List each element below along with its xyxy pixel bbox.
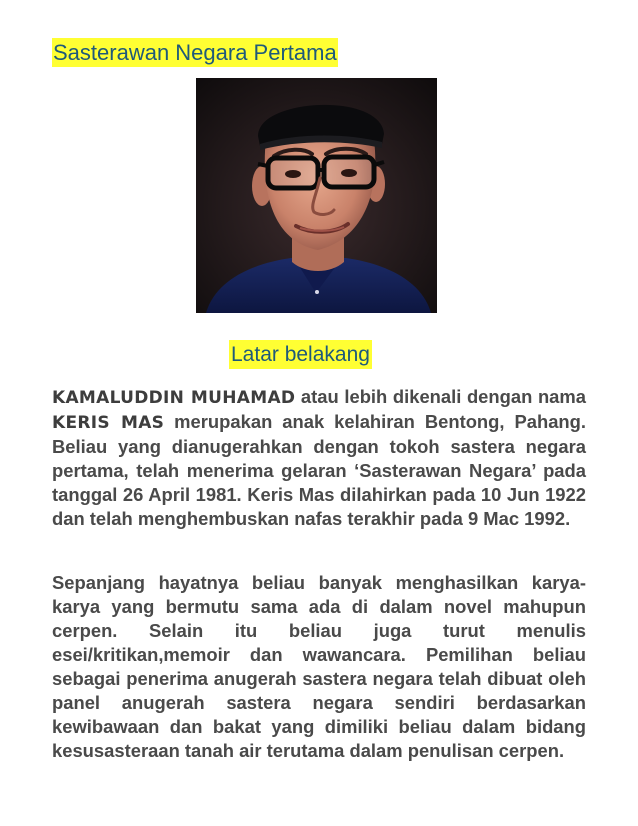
name-keris-mas: KERIS MAS — [52, 413, 165, 433]
paragraph-background — [52, 385, 586, 531]
portrait-illustration — [196, 78, 437, 313]
page-title: Sasterawan Negara Pertama — [53, 40, 337, 65]
paragraph-works: Sepanjang hayatnya beliau banyak menghasilkan karya-karya yang bermutu sama ada di dalam novel mahupun cerpen. Selain itu beliau juga turut menulis esei/kritikan,memoir dan wawancara. Pemilihan beliau sebagai penerima anugerah sastera negara telah dibuat oleh panel anugerah sastera negara sendiri berdasarkan kewibawaan dan bakat yang dimiliki beliau dalam bidang kesusasteraan tanah air terutama dalam penulisan cerpen. — [52, 572, 586, 761]
paragraph-text: atau lebih dikenali dengan nama — [295, 386, 586, 407]
section-heading: Latar belakang — [229, 340, 372, 369]
portrait-photo — [196, 78, 437, 313]
paragraph-text: merupakan anak kelahiran Bentong, Pahang. Beliau yang dianugerahkan dengan tokoh sastera negara pertama, telah menerima gelaran ‘Sasterawan Negara’ pada tanggal 26 April 1981. Keris Mas dilahirkan pada 10 Jun 1922 dan telah menghembuskan nafas terakhir pada 9 Mac 1992. — [52, 411, 586, 529]
name-kamaluddin: KAMALUDDIN MUHAMAD — [52, 388, 296, 408]
